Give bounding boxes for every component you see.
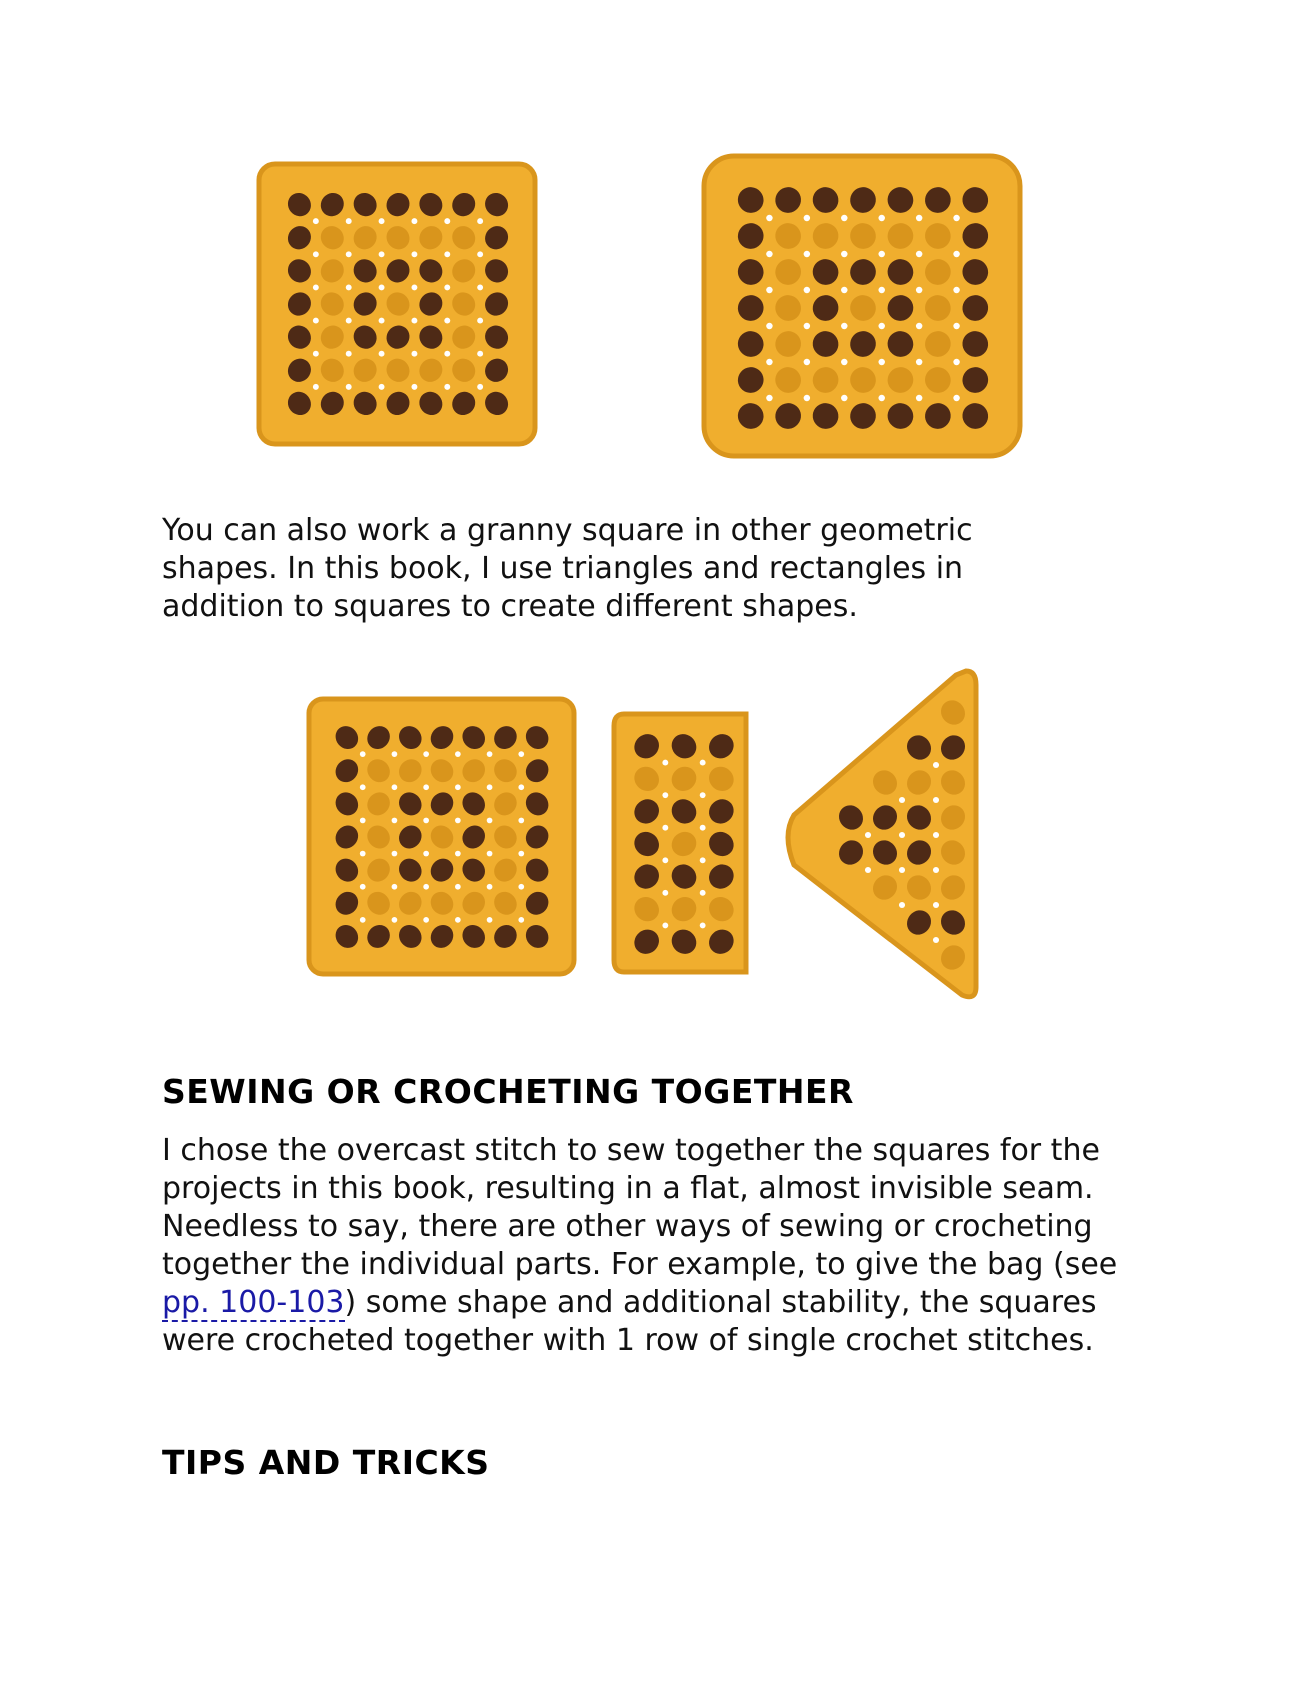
- stitch-hole: [313, 251, 319, 257]
- granny-square-small-image: [255, 160, 540, 450]
- stitch-hole: [518, 784, 524, 790]
- granny-rectangle-image: [610, 710, 750, 975]
- stitch-hole: [360, 917, 366, 923]
- stitch-hole: [700, 922, 706, 928]
- stitch-hole: [804, 323, 810, 329]
- heading-sewing: SEWING OR CROCHETING TOGETHER: [162, 1072, 854, 1111]
- stitch-hole: [662, 792, 668, 798]
- stitch-hole: [477, 284, 483, 290]
- stitch-hole: [933, 867, 939, 873]
- stitch-hole: [841, 287, 847, 293]
- stitch-hole: [916, 287, 922, 293]
- stitch-hole: [700, 792, 706, 798]
- stitch-hole: [423, 784, 429, 790]
- stitch-hole: [444, 351, 450, 357]
- stitch-hole: [392, 917, 398, 923]
- stitch-hole: [662, 857, 668, 863]
- stitch-hole: [477, 218, 483, 224]
- stitch-hole: [392, 851, 398, 857]
- stitch-hole: [916, 215, 922, 221]
- stitch-hole: [916, 359, 922, 365]
- stitch-hole: [766, 215, 772, 221]
- stitch-hole: [346, 218, 352, 224]
- stitch-hole: [804, 251, 810, 257]
- stitch-hole: [662, 760, 668, 766]
- stitch-hole: [423, 917, 429, 923]
- stitch-hole: [360, 884, 366, 890]
- stitch-hole: [379, 318, 385, 324]
- stitch-hole: [518, 884, 524, 890]
- stitch-hole: [411, 284, 417, 290]
- stitch-hole: [379, 384, 385, 390]
- sewing-paragraph-text-2: ) some shape and additional stability, the squares were crocheted together with 1 row of single crochet stitches.: [162, 1285, 1097, 1358]
- stitch-hole: [662, 825, 668, 831]
- stitch-hole: [878, 359, 884, 365]
- stitch-hole: [444, 218, 450, 224]
- stitch-hole: [700, 890, 706, 896]
- stitch-hole: [899, 902, 905, 908]
- granny-triangle-photo: [780, 665, 980, 1005]
- stitch-hole: [662, 922, 668, 928]
- heading-tips: TIPS AND TRICKS: [162, 1443, 490, 1482]
- stitch-hole: [411, 351, 417, 357]
- stitch-hole: [313, 351, 319, 357]
- stitch-hole: [392, 818, 398, 824]
- stitch-hole: [916, 323, 922, 329]
- stitch-hole: [346, 318, 352, 324]
- stitch-hole: [766, 323, 772, 329]
- stitch-hole: [916, 251, 922, 257]
- sewing-paragraph: [162, 1132, 1122, 1360]
- stitch-hole: [766, 359, 772, 365]
- stitch-hole: [444, 284, 450, 290]
- stitch-hole: [444, 318, 450, 324]
- stitch-hole: [487, 784, 493, 790]
- stitch-hole: [865, 832, 871, 838]
- stitch-hole: [518, 818, 524, 824]
- stitch-hole: [313, 218, 319, 224]
- stitch-hole: [933, 797, 939, 803]
- stitch-hole: [804, 359, 810, 365]
- stitch-hole: [916, 395, 922, 401]
- granny-rectangle-photo: [610, 710, 750, 975]
- stitch-hole: [865, 867, 871, 873]
- stitch-hole: [766, 287, 772, 293]
- stitch-hole: [455, 751, 461, 757]
- stitch-hole: [455, 818, 461, 824]
- stitch-hole: [455, 851, 461, 857]
- page-reference-link[interactable]: pp. 100-103: [162, 1285, 345, 1320]
- stitch-hole: [423, 818, 429, 824]
- stitch-hole: [392, 751, 398, 757]
- stitch-hole: [313, 384, 319, 390]
- stitch-hole: [346, 284, 352, 290]
- stitch-hole: [953, 359, 959, 365]
- stitch-hole: [487, 851, 493, 857]
- stitch-hole: [878, 215, 884, 221]
- stitch-hole: [878, 287, 884, 293]
- stitch-hole: [423, 751, 429, 757]
- stitch-hole: [933, 902, 939, 908]
- stitch-hole: [392, 884, 398, 890]
- granny-square-large-image: [700, 152, 1025, 462]
- stitch-hole: [346, 351, 352, 357]
- stitch-hole: [379, 251, 385, 257]
- stitch-hole: [518, 751, 524, 757]
- stitch-hole: [487, 917, 493, 923]
- stitch-hole: [700, 825, 706, 831]
- stitch-hole: [933, 762, 939, 768]
- stitch-hole: [766, 251, 772, 257]
- stitch-hole: [841, 359, 847, 365]
- stitch-hole: [953, 251, 959, 257]
- stitch-hole: [455, 917, 461, 923]
- stitch-hole: [379, 351, 385, 357]
- stitch-hole: [423, 851, 429, 857]
- stitch-hole: [455, 884, 461, 890]
- stitch-hole: [411, 318, 417, 324]
- stitch-hole: [360, 851, 366, 857]
- shapes-paragraph: You can also work a granny square in other geometric shapes. In this book, I use triangles and rectangles in addition to squares to create different shapes.: [162, 513, 973, 624]
- stitch-hole: [804, 395, 810, 401]
- stitch-hole: [360, 751, 366, 757]
- stitch-hole: [346, 384, 352, 390]
- stitch-hole: [899, 797, 905, 803]
- stitch-hole: [841, 251, 847, 257]
- granny-triangle-image: [780, 665, 980, 1005]
- stitch-hole: [360, 784, 366, 790]
- stitch-hole: [518, 917, 524, 923]
- stitch-hole: [477, 318, 483, 324]
- stitch-hole: [841, 323, 847, 329]
- stitch-hole: [899, 867, 905, 873]
- stitch-hole: [423, 884, 429, 890]
- stitch-hole: [477, 351, 483, 357]
- stitch-hole: [700, 760, 706, 766]
- stitch-hole: [933, 937, 939, 943]
- granny-square-small-photo: [255, 160, 540, 450]
- stitch-hole: [953, 395, 959, 401]
- stitch-hole: [662, 890, 668, 896]
- stitch-hole: [313, 318, 319, 324]
- stitch-hole: [953, 287, 959, 293]
- stitch-hole: [804, 287, 810, 293]
- stitch-hole: [455, 784, 461, 790]
- stitch-hole: [411, 218, 417, 224]
- stitch-hole: [518, 851, 524, 857]
- stitch-hole: [766, 395, 772, 401]
- stitch-hole: [360, 818, 366, 824]
- stitch-hole: [804, 215, 810, 221]
- stitch-hole: [444, 384, 450, 390]
- granny-square-large-photo: [700, 152, 1025, 462]
- stitch-hole: [878, 395, 884, 401]
- stitch-hole: [477, 251, 483, 257]
- stitch-hole: [379, 218, 385, 224]
- stitch-hole: [487, 884, 493, 890]
- granny-square-photo: [305, 695, 580, 980]
- stitch-hole: [878, 251, 884, 257]
- stitch-hole: [346, 251, 352, 257]
- stitch-hole: [899, 832, 905, 838]
- granny-square-image: [305, 695, 580, 980]
- sewing-paragraph-text-1: I chose the overcast stitch to sew together the squares for the projects in this book, resulting in a flat, almost invisible seam. Needless to say, there are other ways of sewing or crocheting together the individual parts. For example, to give the bag (see: [162, 1133, 1118, 1282]
- stitch-hole: [487, 818, 493, 824]
- stitch-hole: [487, 751, 493, 757]
- stitch-hole: [841, 395, 847, 401]
- stitch-hole: [392, 784, 398, 790]
- stitch-hole: [953, 215, 959, 221]
- stitch-hole: [933, 832, 939, 838]
- stitch-hole: [313, 284, 319, 290]
- stitch-hole: [379, 284, 385, 290]
- stitch-hole: [477, 384, 483, 390]
- stitch-hole: [953, 323, 959, 329]
- stitch-hole: [411, 251, 417, 257]
- stitch-hole: [841, 215, 847, 221]
- stitch-hole: [878, 323, 884, 329]
- stitch-hole: [444, 251, 450, 257]
- stitch-hole: [700, 857, 706, 863]
- stitch-hole: [411, 384, 417, 390]
